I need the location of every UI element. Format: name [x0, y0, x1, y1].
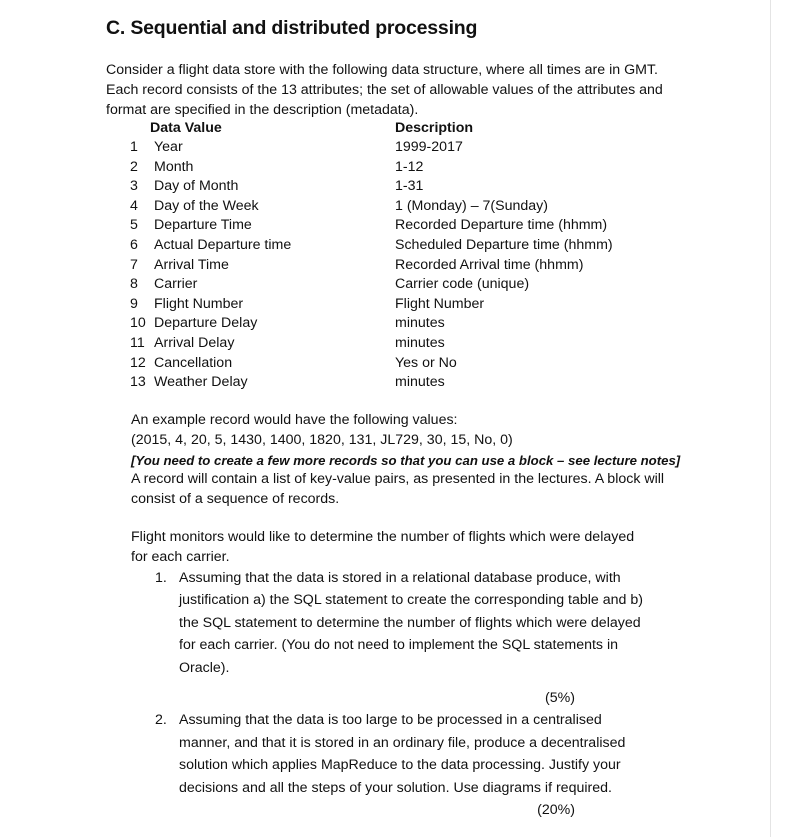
task-intro: Flight monitors would like to determine the number of flights which were delayed for each carrier. [131, 529, 635, 565]
example-block-description: A record will contain a list of key-value pairs, as presented in the lectures. A block will consist of a sequence of records. [131, 471, 665, 508]
question-list [155, 567, 655, 821]
row-description: 1-31 [395, 178, 424, 195]
table-row [130, 275, 650, 295]
table-row [130, 138, 650, 158]
row-attribute: Weather Delay [154, 374, 248, 391]
row-number: 6 [130, 236, 138, 253]
row-description: minutes [395, 334, 445, 351]
column-header-description: Description [395, 120, 474, 136]
table-row [130, 236, 650, 256]
row-description: Yes or No [395, 354, 457, 371]
example-note: [You need to create a few more records so that you can use a block – see lecture notes] [131, 452, 681, 468]
table-row [130, 216, 650, 236]
table-row [130, 354, 650, 374]
table-row [130, 295, 650, 315]
example-record: (2015, 4, 20, 5, 1430, 1400, 1820, 131, JL729, 30, 15, No, 0) [131, 431, 513, 448]
row-attribute: Cancellation [154, 354, 233, 371]
row-description: 1-12 [395, 158, 424, 175]
row-attribute: Departure Time [154, 217, 252, 234]
row-attribute: Carrier [154, 276, 198, 293]
table-row [130, 197, 650, 217]
row-description: 1999-2017 [395, 139, 463, 155]
question-2-number: 2. [155, 712, 167, 729]
question-2 [155, 709, 655, 799]
question-2-text: Assuming that the data is too large to be processed in a centralised manner, and that it is stored in an ordinary file, produce a decentralised solution which applies MapReduce to the data processing. Justify your decisions and all the steps of your solution. Use diagrams if required. [179, 712, 626, 796]
row-attribute: Month [154, 158, 194, 175]
row-description: minutes [395, 315, 445, 332]
row-attribute: Departure Delay [154, 315, 258, 332]
row-description: minutes [395, 374, 445, 391]
table-row [130, 256, 650, 276]
row-attribute: Day of the Week [154, 197, 259, 214]
example-section [131, 411, 681, 510]
row-number: 3 [130, 178, 138, 195]
example-intro: An example record would have the following values: [131, 412, 458, 428]
intro-paragraph: Consider a flight data store with the following data structure, where all times are in GMT. Each record consists of the 13 attributes; the set of allowable values of the attributes and format are specified in the description (metadata). [106, 62, 663, 118]
question-1-number: 1. [155, 570, 167, 586]
row-attribute: Flight Number [154, 295, 244, 312]
row-attribute: Year [154, 139, 183, 155]
table-row [130, 177, 650, 197]
row-description: 1 (Monday) – 7(Sunday) [395, 197, 548, 214]
question-1-mark: (5%) [545, 690, 575, 707]
row-number: 1 [130, 139, 138, 155]
column-header-data-value: Data Value [150, 120, 222, 136]
question-1-text: Assuming that the data is stored in a relational database produce, with justification a) the SQL statement to create the corresponding table and b) the SQL statement to determine the number of flights which were delayed for each carrier. (You do not need to implement the SQL statements in Oracle). [179, 570, 643, 676]
row-number: 10 [130, 315, 146, 332]
row-number: 4 [130, 197, 138, 214]
table-row [130, 334, 650, 354]
row-description: Scheduled Departure time (hhmm) [395, 236, 613, 253]
row-number: 5 [130, 217, 138, 234]
section-heading: C. Sequential and distributed processing [106, 17, 478, 39]
row-description: Recorded Departure time (hhmm) [395, 217, 608, 234]
table-row [130, 314, 650, 334]
row-number: 8 [130, 276, 138, 293]
row-description: Carrier code (unique) [395, 276, 530, 293]
page-edge-rule [770, 0, 771, 837]
row-attribute: Arrival Delay [154, 334, 235, 351]
table-row [130, 158, 650, 178]
row-attribute: Actual Departure time [154, 236, 292, 253]
row-number: 12 [130, 354, 146, 371]
row-number: 7 [130, 256, 138, 273]
row-number: 11 [130, 334, 145, 351]
row-attribute: Day of Month [154, 178, 239, 195]
row-description: Flight Number [395, 295, 485, 312]
question-2-mark: (20%) [537, 802, 575, 819]
row-number: 13 [130, 374, 146, 391]
row-description: Recorded Arrival time (hhmm) [395, 256, 584, 273]
row-attribute: Arrival Time [154, 256, 229, 273]
table-row [130, 373, 650, 393]
row-number: 2 [130, 158, 138, 175]
attribute-table [130, 138, 650, 393]
question-1 [155, 567, 655, 679]
row-number: 9 [130, 295, 138, 312]
